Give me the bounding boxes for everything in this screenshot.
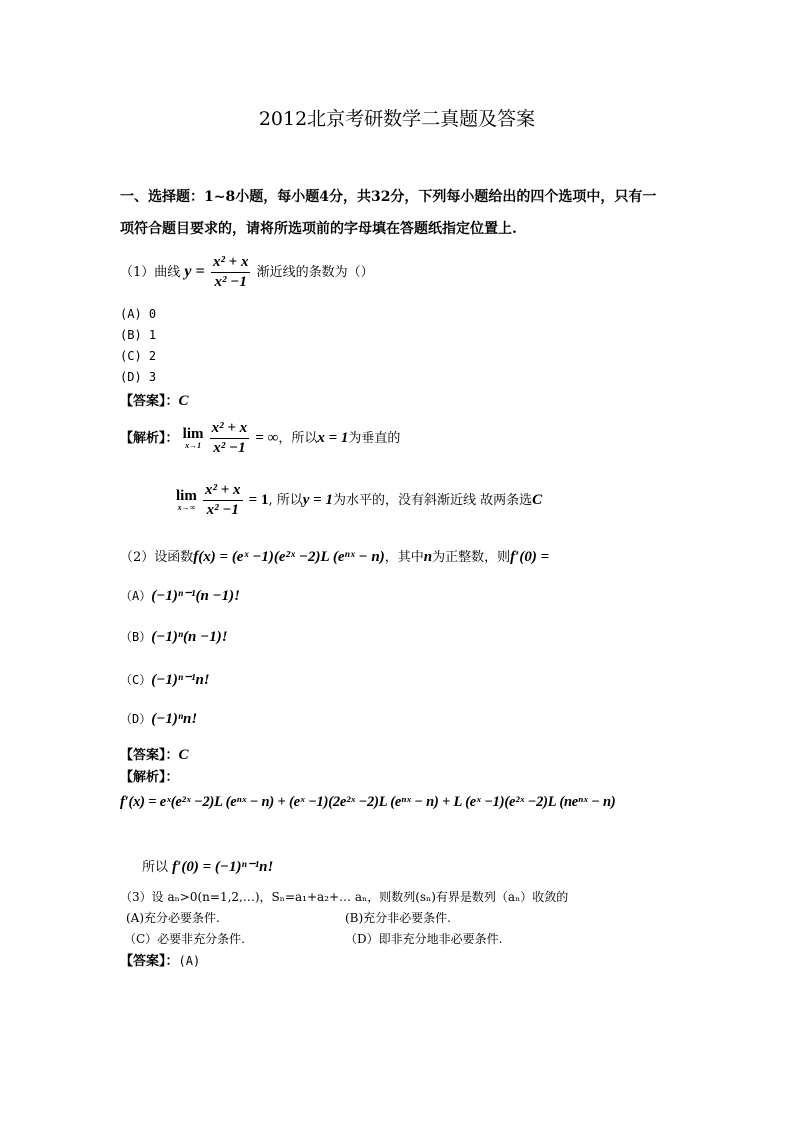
q2-variable-n: n bbox=[423, 549, 433, 565]
horizontal-asymptote: y = 1 bbox=[302, 492, 333, 508]
numerator: x² + x bbox=[203, 482, 243, 501]
q3-answer-label: 【答案】： bbox=[120, 954, 179, 969]
q1-fraction bbox=[211, 254, 251, 291]
q2-prefix: （2）设函数 bbox=[120, 550, 194, 565]
q2-derivative: f′(x) = eˣ(e²ˣ −2)L (eⁿˣ − n) + (eˣ −1)(2e²ˣ −2)L (eⁿˣ − n) + L (eˣ −1)(e²ˣ −2)L (neⁿˣ − n) bbox=[120, 794, 616, 810]
numerator: x² + x bbox=[210, 420, 250, 439]
q1-analysis-2 bbox=[176, 482, 542, 519]
option-label: （C） bbox=[120, 673, 152, 687]
q1-option-a: (A) 0 bbox=[120, 307, 157, 321]
q2-target: f′(0) = bbox=[510, 549, 550, 565]
q2-conclusion bbox=[142, 856, 273, 876]
q1-answer-value: C bbox=[178, 393, 189, 409]
lim-subscript: x→1 bbox=[185, 441, 202, 450]
q2-option-c bbox=[120, 670, 210, 689]
option-math: (−1)ⁿ⁻¹n! bbox=[151, 672, 210, 688]
limit-value: = 1 bbox=[248, 492, 269, 508]
section-heading-line2: 项符合题目要求的，请将所选项前的字母填在答题纸指定位置上. bbox=[120, 221, 517, 237]
q1-prefix: （1）曲线 bbox=[120, 265, 181, 280]
q1-analysis-1 bbox=[120, 420, 400, 457]
denominator: x² −1 bbox=[213, 440, 246, 456]
conclusion-text: 所以 bbox=[142, 860, 169, 875]
q1-limit-2 bbox=[176, 489, 197, 512]
option-math: (−1)ⁿn! bbox=[151, 711, 198, 727]
q1-analysis-label: 【解析】： bbox=[120, 431, 179, 446]
q2-option-b bbox=[120, 628, 228, 646]
analysis-text: 为水平的，没有斜渐近线 故两条选 bbox=[332, 493, 533, 508]
q2-option-a bbox=[120, 586, 240, 605]
question-3: （3）设 aₙ>0(n=1,2,…)，Sₙ=a₁+a₂+… aₙ，则数列(sₙ)有界是数列（aₙ）收敛的 bbox=[120, 890, 569, 904]
lim-word: lim bbox=[176, 488, 197, 504]
q3-answer-value: (A) bbox=[178, 954, 201, 968]
question-1 bbox=[120, 254, 374, 291]
analysis-text: ，所以 bbox=[278, 431, 318, 446]
analysis-text: , 所以 bbox=[268, 493, 303, 508]
q1-analysis2-fraction bbox=[203, 482, 243, 519]
q1-eq: = bbox=[195, 263, 205, 280]
lim-subscript: x→∞ bbox=[177, 503, 196, 512]
q2-answer-value: C bbox=[178, 747, 189, 763]
section-heading-line1: 一、选择题：1~8小题，每小题4分，共32分，下列每小题给出的四个选项中，只有一 bbox=[120, 189, 657, 205]
q1-suffix: 渐近线的条数为（） bbox=[256, 265, 374, 280]
question-2 bbox=[120, 546, 549, 566]
q3-option-b: (B)充分非必要条件. bbox=[345, 911, 451, 925]
denominator: x² −1 bbox=[206, 502, 239, 518]
option-math: (−1)ⁿ⁻¹(n −1)! bbox=[151, 588, 240, 604]
q1-limit-1 bbox=[183, 427, 204, 450]
option-math: (−1)ⁿ(n −1)! bbox=[151, 629, 228, 645]
q1-option-d: (D) 3 bbox=[120, 370, 157, 384]
q2-analysis-label: 【解析】： bbox=[120, 770, 179, 785]
option-label: （B） bbox=[120, 630, 152, 644]
q3-option-c: （C）必要非充分条件. bbox=[124, 932, 245, 946]
option-label: （A） bbox=[120, 589, 152, 603]
analysis-text: 为垂直的 bbox=[348, 431, 401, 446]
q2-option-d bbox=[120, 710, 197, 728]
q2-text: 为正整数，则 bbox=[432, 550, 511, 565]
q1-answer bbox=[120, 390, 189, 410]
q2-function: f(x) = (eˣ −1)(e²ˣ −2)L (eⁿˣ − n) bbox=[193, 549, 385, 565]
chosen-option: C bbox=[532, 492, 543, 508]
q3-option-a: (A)充分必要条件. bbox=[126, 911, 220, 925]
page-title: 2012北京考研数学二真题及答案 bbox=[258, 108, 536, 130]
q1-lhs: y bbox=[184, 263, 192, 280]
q2-answer bbox=[120, 744, 189, 764]
q1-numerator: x² + x bbox=[211, 254, 251, 273]
q2-text: ，其中 bbox=[384, 550, 424, 565]
q1-answer-label: 【答案】： bbox=[120, 394, 179, 409]
q1-option-b: (B) 1 bbox=[120, 328, 157, 342]
option-label: （D） bbox=[120, 712, 152, 726]
q1-denominator: x² −1 bbox=[214, 274, 247, 290]
q3-option-d: （D）即非充分地非必要条件. bbox=[345, 932, 503, 946]
conclusion-math: f′(0) = (−1)ⁿ⁻¹n! bbox=[172, 859, 274, 875]
q3-answer bbox=[120, 950, 200, 969]
q2-answer-label: 【答案】： bbox=[120, 748, 179, 763]
q1-option-c: (C) 2 bbox=[120, 349, 157, 363]
lim-word: lim bbox=[182, 426, 204, 442]
q1-analysis1-fraction bbox=[210, 420, 250, 457]
vertical-asymptote: x = 1 bbox=[317, 430, 349, 446]
limit-value: = ∞ bbox=[255, 430, 279, 446]
